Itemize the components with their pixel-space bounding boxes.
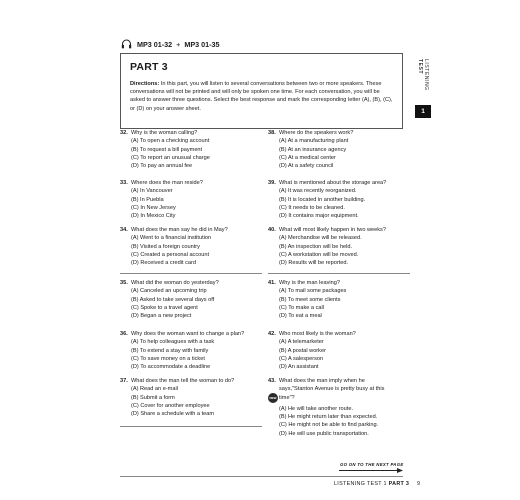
- option-c: (C) A workstation will be moved.: [279, 251, 359, 258]
- question-41: [268, 279, 410, 320]
- option-d: (D) Results will be reported.: [279, 260, 349, 267]
- option-d: (D) An assistant: [279, 364, 319, 371]
- question-number: 43.: [268, 378, 276, 384]
- option-c: (C) To save money on a ticket: [131, 355, 205, 362]
- question-text: Where does the man reside?: [131, 180, 203, 186]
- option-c: (C) To report an unusual charge: [131, 154, 210, 161]
- directions-text: [130, 80, 393, 113]
- option-b: (B) To meet some clients: [279, 296, 341, 303]
- part-title: PART 3: [130, 61, 168, 73]
- question-37: [120, 377, 262, 418]
- question-text-line: What does the man imply when he: [279, 378, 365, 384]
- side-tab-test: TEST: [417, 59, 423, 75]
- question-33: [120, 179, 262, 220]
- question-text: What is mentioned about the storage area?: [279, 180, 387, 186]
- option-a: (A) Went to a financial institution: [131, 235, 212, 242]
- question-text-line: time"?: [279, 394, 295, 401]
- question-text: What did the woman do yesterday?: [131, 280, 219, 286]
- section-divider: [120, 426, 262, 427]
- option-c: (C) Spoke to a travel agent: [131, 304, 198, 311]
- option-d: (D) Began a new project: [131, 313, 192, 320]
- side-tab-number: 1: [415, 105, 431, 118]
- question-number: 39.: [268, 180, 276, 186]
- question-number: 36.: [120, 331, 128, 337]
- question-number: 35.: [120, 280, 128, 286]
- question-text: Why does the woman want to change a plan?: [131, 331, 245, 337]
- option-d: (D) At a safety council: [279, 163, 334, 170]
- question-number: 37.: [120, 378, 128, 384]
- option-b: (B) Asked to take several days off: [131, 296, 215, 303]
- question-number: 42.: [268, 331, 276, 337]
- option-b: (B) He might return later than expected.: [279, 414, 378, 421]
- question-text-line: says,"Stanton Avenue is pretty busy at this: [279, 386, 385, 393]
- directions-body: In this part, you will listen to several conversations between two or more speakers. These conversations will not be printed and will only be spoken one time. For each conversation, you will be asked to answer three questions. Select the best response and mark the corresponding letter (A), (B), (C), or (D) on your answer sheet.: [130, 81, 393, 112]
- option-c: (C) A salesperson: [279, 355, 324, 362]
- option-d: (D) To accommodate a deadline: [131, 364, 211, 371]
- question-text: What does the man tell the woman to do?: [131, 378, 235, 384]
- option-a: (A) Read an e-mail: [131, 386, 178, 393]
- option-c: (C) In New Jersey: [131, 204, 176, 211]
- option-b: (B) Submit a form: [131, 394, 175, 401]
- next-page-prompt: GO ON TO THE NEXT PAGE: [340, 462, 404, 467]
- question-text: What will most likely happen in two weeks?: [279, 227, 386, 233]
- option-d: (D) To pay an annual fee: [131, 163, 193, 170]
- option-a: (A) It was recently reorganized.: [279, 188, 357, 195]
- side-tab-listening: LISTENING: [423, 59, 429, 91]
- question-text: Where do the speakers work?: [279, 130, 354, 136]
- question-34: [120, 226, 262, 267]
- option-b: (B) To request a bill payment: [131, 146, 203, 153]
- question-40: [268, 226, 410, 267]
- question-number: 41.: [268, 280, 276, 286]
- directions-label: Directions:: [130, 81, 160, 87]
- option-a: (A) A telemarketer: [279, 339, 324, 346]
- headphones-icon: [121, 39, 132, 49]
- option-b: (B) It is located in another building.: [279, 196, 366, 203]
- footer-test-label: LISTENING TEST 1: [334, 481, 387, 487]
- option-b: (B) To extend a stay with family: [131, 347, 209, 354]
- option-c: (C) It needs to be cleaned.: [279, 204, 345, 211]
- option-b: (B) In Puebla: [131, 196, 164, 203]
- section-side-tab: [415, 59, 431, 118]
- option-a: (A) To open a checking account: [131, 138, 210, 145]
- question-number: 38.: [268, 130, 276, 136]
- page-footer: [334, 481, 420, 487]
- question-number: 33.: [120, 180, 128, 186]
- question-text: Who most likely is the woman?: [279, 331, 356, 337]
- option-d: (D) Share a schedule with a team: [131, 411, 215, 418]
- page-number: 9: [417, 481, 421, 487]
- arrow-right-icon: [339, 468, 403, 473]
- option-a: (A) He will take another route.: [279, 405, 353, 412]
- option-b: (B) At an insurance agency: [279, 146, 347, 153]
- question-42: [268, 330, 410, 371]
- question-38: [268, 129, 410, 170]
- audio-track-separator: +: [176, 39, 181, 49]
- option-d: (D) It contains major equipment.: [279, 213, 359, 220]
- option-a: (A) To mail some packages: [279, 288, 347, 295]
- option-c: (C) He might not be able to find parking.: [279, 422, 379, 429]
- section-divider: [120, 273, 262, 274]
- option-a: (A) Merchandise will be released.: [279, 235, 362, 242]
- audio-track-header: [121, 37, 220, 51]
- question-text: What does the man say he did in May?: [131, 227, 228, 233]
- option-d: (D) He will use public transportation.: [279, 430, 369, 437]
- question-36: [120, 330, 262, 371]
- question-text: Why is the man leaving?: [279, 280, 340, 286]
- option-a: (A) In Vancouver: [131, 188, 173, 195]
- option-b: (B) An inspection will be held.: [279, 243, 353, 250]
- directions-box: [120, 53, 403, 129]
- option-c: (C) To make a call: [279, 304, 324, 311]
- option-c: (C) Created a personal account: [131, 251, 210, 258]
- option-c: (C) At a medical center: [279, 154, 336, 161]
- new-badge: NEW: [268, 393, 278, 403]
- option-a: (A) At a manufacturing plant: [279, 138, 349, 145]
- option-c: (C) Cover for another employee: [131, 402, 210, 409]
- question-text: Why is the woman calling?: [131, 130, 198, 136]
- option-d: (D) In Mexico City: [131, 213, 176, 220]
- section-divider: [268, 273, 410, 274]
- side-tab-label: [417, 59, 429, 103]
- question-35: [120, 279, 262, 320]
- option-a: (A) To help colleagues with a task: [131, 339, 215, 346]
- option-a: (A) Canceled an upcoming trip: [131, 288, 207, 295]
- option-b: (B) Visited a foreign country: [131, 243, 200, 250]
- footer-part-label: PART 3: [388, 481, 410, 487]
- audio-track-end: MP3 01-35: [184, 39, 220, 49]
- question-number: 32.: [120, 130, 128, 136]
- question-32: [120, 129, 262, 170]
- question-43: [268, 377, 410, 438]
- footer-divider: [120, 476, 403, 477]
- question-number: 40.: [268, 227, 276, 233]
- option-d: (D) To eat a meal: [279, 313, 322, 320]
- question-number: 34.: [120, 227, 128, 233]
- question-39: [268, 179, 410, 220]
- option-d: (D) Received a credit card: [131, 260, 196, 267]
- audio-track-start: MP3 01-32: [137, 39, 173, 49]
- question-text: [279, 377, 410, 402]
- option-b: (B) A postal worker: [279, 347, 326, 354]
